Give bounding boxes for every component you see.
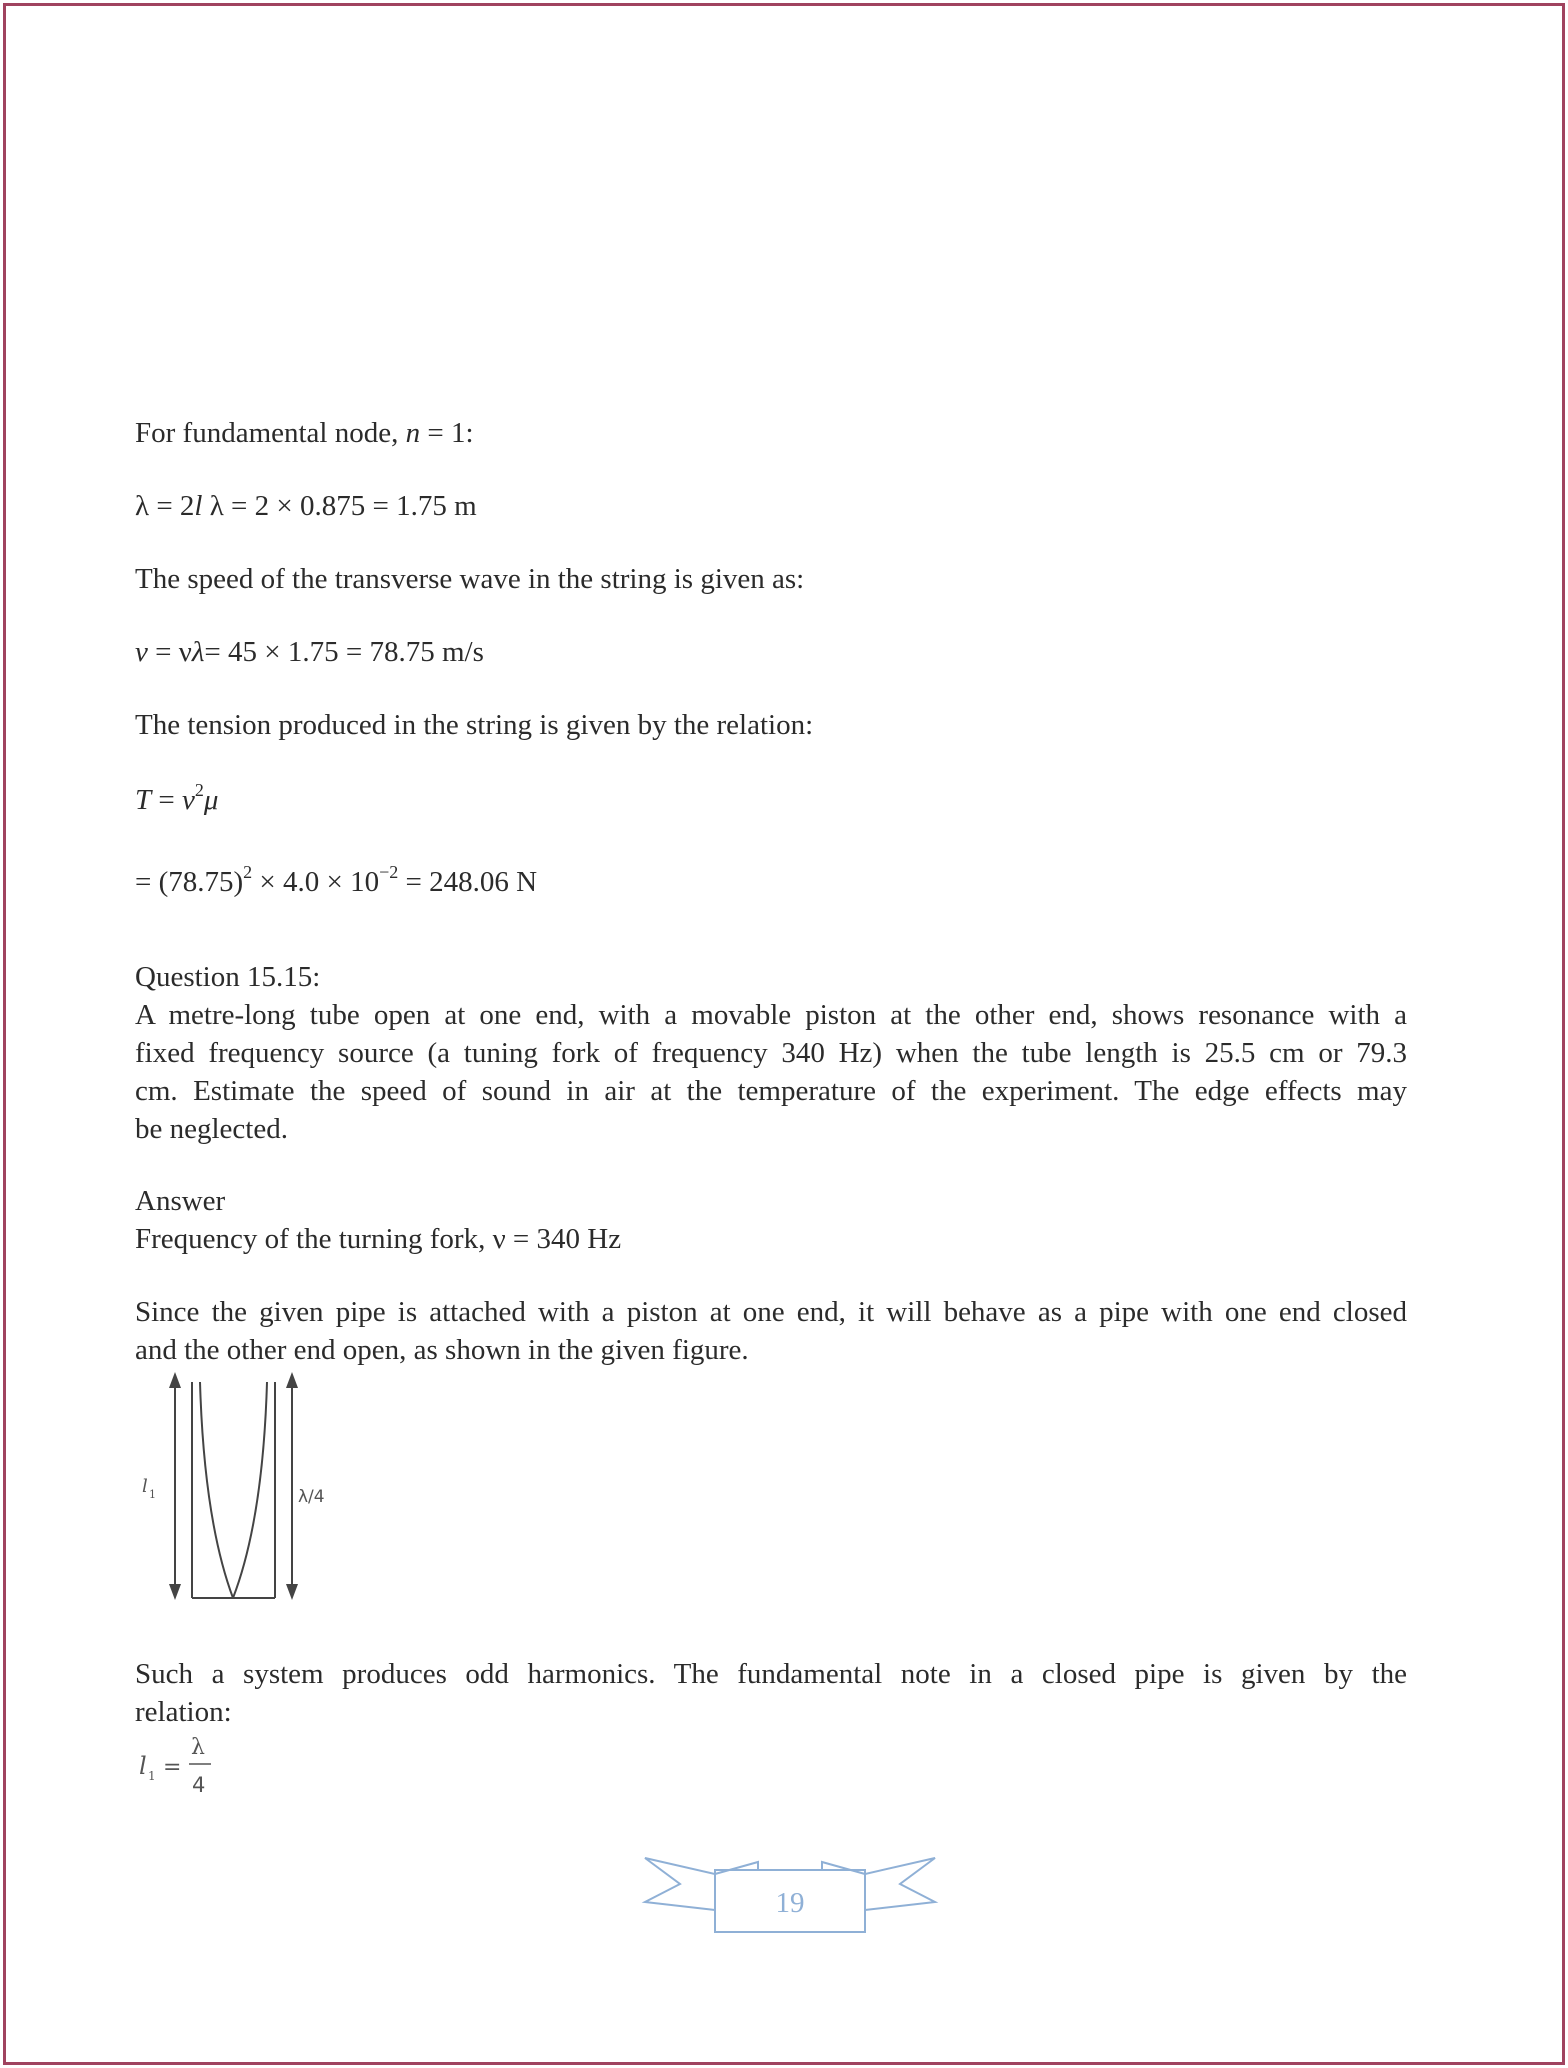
right-arrow-bottom-head <box>286 1584 298 1600</box>
fundamental-node-line: For fundamental node, n = 1: <box>135 417 474 449</box>
left-arrow-top-head <box>169 1372 181 1388</box>
formula-denominator: 4 <box>192 1773 206 1797</box>
pipe-description-line-2: and the other end open, as shown in the given figure. <box>135 1334 749 1366</box>
wave-left-curve <box>200 1382 233 1598</box>
left-ribbon <box>645 1858 715 1910</box>
figure-left-subscript: 1 <box>149 1488 156 1501</box>
left-fold <box>715 1862 758 1874</box>
figure-right-label: λ/4 <box>298 1487 325 1507</box>
formula-equals: = <box>163 1755 182 1780</box>
closed-pipe-figure <box>130 1370 360 1605</box>
question-line-2: fixed frequency source (a tuning fork of frequency 340 Hz) when the tube length is 25.5 cm or 79.3 <box>135 1037 1407 1069</box>
answer-label: Answer <box>135 1185 226 1217</box>
formula-numerator: λ <box>191 1735 205 1760</box>
harmonics-line-1: Such a system produces odd harmonics. The fundamental note in a closed pipe is given by the <box>135 1658 1407 1690</box>
page-number: 19 <box>775 1887 805 1919</box>
frequency-line: Frequency of the turning fork, ν = 340 Hz <box>135 1223 622 1255</box>
right-ribbon <box>865 1858 935 1910</box>
question-line-1: A metre-long tube open at one end, with a movable piston at the other end, shows resonance with a <box>135 999 1407 1031</box>
figure-left-label: l <box>142 1476 148 1497</box>
page-number-ornament <box>640 1848 940 1938</box>
speed-intro-text: The speed of the transverse wave in the string is given as: <box>135 563 805 595</box>
tension-value-equation: = $(78.75)^2 \times 4.0 \times 10^{-2} = 248.06$ N <box>135 862 538 898</box>
question-line-4: be neglected. <box>135 1113 288 1145</box>
lambda-equation: λ = 2l λ = 2 × 0.875 = 1.75 m <box>135 490 477 522</box>
left-arrow-bottom-head <box>169 1584 181 1600</box>
question-line-3: cm. Estimate the speed of sound in air at the temperature of the experiment. The edge effects may <box>135 1075 1407 1107</box>
speed-equation: v = νλ= 45 × 1.75 = 78.75 m/s <box>135 636 484 668</box>
tension-formula: $T = v^2\mu$ <box>135 780 219 816</box>
right-arrow-top-head <box>286 1372 298 1388</box>
wave-right-curve <box>233 1382 267 1598</box>
formula-l: l <box>139 1752 147 1780</box>
question-label: Question 15.15: <box>135 961 321 993</box>
formula-l-subscript: 1 <box>148 1769 156 1783</box>
right-fold <box>822 1862 865 1874</box>
fundamental-length-formula <box>135 1730 225 1800</box>
harmonics-line-2: relation: <box>135 1696 232 1728</box>
tension-intro-text: The tension produced in the string is given by the relation: <box>135 709 814 741</box>
pipe-description-line-1: Since the given pipe is attached with a piston at one end, it will behave as a pipe with one end closed <box>135 1296 1407 1328</box>
